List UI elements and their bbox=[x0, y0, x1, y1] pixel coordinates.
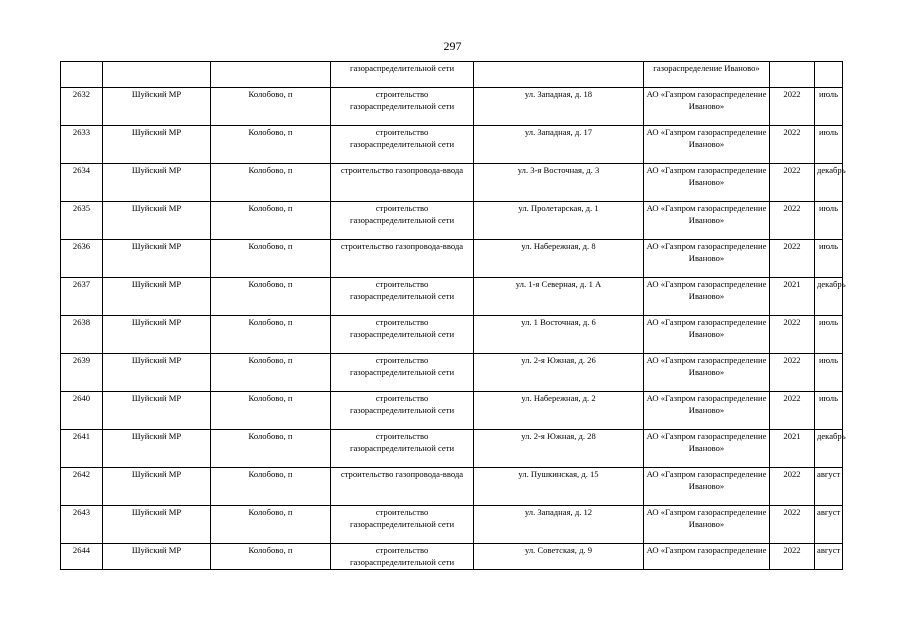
cell-district: Шуйский МР bbox=[103, 316, 211, 354]
cell-locality: Колобово, п bbox=[211, 202, 331, 240]
cell-month: июль bbox=[815, 240, 843, 278]
cell-num: 2641 bbox=[61, 430, 103, 468]
cell-year: 2022 bbox=[770, 126, 815, 164]
cell-locality: Колобово, п bbox=[211, 544, 331, 570]
cell-year: 2022 bbox=[770, 392, 815, 430]
cell-work: строительство газораспределительной сети bbox=[331, 430, 474, 468]
cell-operator: АО «Газпром газораспределение Иваново» bbox=[644, 354, 770, 392]
table-row bbox=[61, 126, 843, 164]
cell-locality: Колобово, п bbox=[211, 354, 331, 392]
cell-operator: АО «Газпром газораспределение Иваново» bbox=[644, 278, 770, 316]
cell-operator: АО «Газпром газораспределение Иваново» bbox=[644, 430, 770, 468]
cell-year: 2022 bbox=[770, 164, 815, 202]
table-row bbox=[61, 316, 843, 354]
gasification-table bbox=[60, 61, 846, 570]
cell-address: ул. 1-я Северная, д. 1 А bbox=[474, 278, 644, 316]
cell-address: ул. Западная, д. 18 bbox=[474, 88, 644, 126]
cell-month: июль bbox=[815, 126, 843, 164]
cell-year: 2022 bbox=[770, 506, 815, 544]
cell-month: август bbox=[815, 468, 843, 506]
cell-work: строительство газораспределительной сети bbox=[331, 506, 474, 544]
cell-num: 2639 bbox=[61, 354, 103, 392]
cell-address: ул. Западная, д. 12 bbox=[474, 506, 644, 544]
cell-month: июль bbox=[815, 354, 843, 392]
cell-locality: Колобово, п bbox=[211, 278, 331, 316]
cell-district: Шуйский МР bbox=[103, 240, 211, 278]
cell-operator: АО «Газпром газораспределение Иваново» bbox=[644, 468, 770, 506]
cell-operator: АО «Газпром газораспределение Иваново» bbox=[644, 164, 770, 202]
cell-address: ул. 2-я Южная, д. 26 bbox=[474, 354, 644, 392]
cell-num bbox=[61, 62, 103, 88]
cell-operator: АО «Газпром газораспределение Иваново» bbox=[644, 240, 770, 278]
cell-month: август bbox=[815, 544, 843, 570]
cell-month: июль bbox=[815, 316, 843, 354]
cell-work: газораспределительной сети bbox=[331, 62, 474, 88]
table-row-last bbox=[61, 544, 843, 570]
cell-num: 2642 bbox=[61, 468, 103, 506]
cell-year: 2022 bbox=[770, 354, 815, 392]
cell-work: строительство газопровода-ввода bbox=[331, 164, 474, 202]
cell-year: 2021 bbox=[770, 430, 815, 468]
cell-district bbox=[103, 62, 211, 88]
cell-work: строительство газораспределительной сети bbox=[331, 544, 474, 570]
table-row bbox=[61, 392, 843, 430]
cell-locality: Колобово, п bbox=[211, 468, 331, 506]
cell-month bbox=[815, 62, 843, 88]
cell-district: Шуйский МР bbox=[103, 392, 211, 430]
cell-month: июль bbox=[815, 88, 843, 126]
cell-address bbox=[474, 62, 644, 88]
cell-year: 2022 bbox=[770, 202, 815, 240]
cell-month: декабрь bbox=[815, 278, 843, 316]
cell-operator: АО «Газпром газораспределение Иваново» bbox=[644, 316, 770, 354]
cell-locality bbox=[211, 62, 331, 88]
cell-month: декабрь bbox=[815, 430, 843, 468]
cell-num: 2633 bbox=[61, 126, 103, 164]
table-row bbox=[61, 468, 843, 506]
cell-year bbox=[770, 62, 815, 88]
cell-address: ул. Набережная, д. 2 bbox=[474, 392, 644, 430]
cell-num: 2632 bbox=[61, 88, 103, 126]
cell-operator: АО «Газпром газораспределение Иваново» bbox=[644, 506, 770, 544]
table-row-continuation bbox=[61, 62, 843, 88]
cell-year: 2022 bbox=[770, 468, 815, 506]
cell-district: Шуйский МР bbox=[103, 164, 211, 202]
cell-locality: Колобово, п bbox=[211, 316, 331, 354]
table-row bbox=[61, 240, 843, 278]
cell-work: строительство газораспределительной сети bbox=[331, 354, 474, 392]
cell-year: 2022 bbox=[770, 240, 815, 278]
cell-num: 2643 bbox=[61, 506, 103, 544]
cell-month: август bbox=[815, 506, 843, 544]
cell-address: ул. Набережная, д. 8 bbox=[474, 240, 644, 278]
cell-operator: АО «Газпром газораспределение Иваново» bbox=[644, 392, 770, 430]
cell-num: 2638 bbox=[61, 316, 103, 354]
cell-address: ул. Пушкинская, д. 15 bbox=[474, 468, 644, 506]
cell-address: ул. Западная, д. 17 bbox=[474, 126, 644, 164]
cell-locality: Колобово, п bbox=[211, 392, 331, 430]
cell-district: Шуйский МР bbox=[103, 544, 211, 570]
cell-work: строительство газораспределительной сети bbox=[331, 278, 474, 316]
cell-month: июль bbox=[815, 202, 843, 240]
cell-district: Шуйский МР bbox=[103, 126, 211, 164]
table-row bbox=[61, 354, 843, 392]
cell-district: Шуйский МР bbox=[103, 278, 211, 316]
cell-operator: АО «Газпром газораспределение Иваново» bbox=[644, 202, 770, 240]
cell-work: строительство газопровода-ввода bbox=[331, 240, 474, 278]
cell-year: 2022 bbox=[770, 316, 815, 354]
cell-num: 2637 bbox=[61, 278, 103, 316]
cell-district: Шуйский МР bbox=[103, 430, 211, 468]
cell-operator: АО «Газпром газораспределение Иваново» bbox=[644, 88, 770, 126]
table-row bbox=[61, 202, 843, 240]
cell-work: строительство газораспределительной сети bbox=[331, 202, 474, 240]
cell-address: ул. 3-я Восточная, д. 3 bbox=[474, 164, 644, 202]
table-row bbox=[61, 278, 843, 316]
cell-num: 2636 bbox=[61, 240, 103, 278]
cell-district: Шуйский МР bbox=[103, 88, 211, 126]
cell-work: строительство газораспределительной сети bbox=[331, 126, 474, 164]
cell-address: ул. 2-я Южная, д. 28 bbox=[474, 430, 644, 468]
table-row bbox=[61, 164, 843, 202]
cell-locality: Колобово, п bbox=[211, 240, 331, 278]
cell-locality: Колобово, п bbox=[211, 506, 331, 544]
cell-work: строительство газораспределительной сети bbox=[331, 316, 474, 354]
table-row bbox=[61, 430, 843, 468]
cell-num: 2644 bbox=[61, 544, 103, 570]
page-number: 297 bbox=[443, 39, 462, 53]
cell-num: 2640 bbox=[61, 392, 103, 430]
cell-num: 2634 bbox=[61, 164, 103, 202]
cell-year: 2022 bbox=[770, 544, 815, 570]
cell-district: Шуйский МР bbox=[103, 354, 211, 392]
cell-address: ул. 1 Восточная, д. 6 bbox=[474, 316, 644, 354]
cell-year: 2022 bbox=[770, 88, 815, 126]
cell-month: июль bbox=[815, 392, 843, 430]
table-row bbox=[61, 88, 843, 126]
cell-month: декабрь bbox=[815, 164, 843, 202]
cell-work: строительство газораспределительной сети bbox=[331, 88, 474, 126]
cell-work: строительство газораспределительной сети bbox=[331, 392, 474, 430]
cell-locality: Колобово, п bbox=[211, 164, 331, 202]
cell-address: ул. Пролетарская, д. 1 bbox=[474, 202, 644, 240]
cell-address: ул. Советская, д. 9 bbox=[474, 544, 644, 570]
cell-locality: Колобово, п bbox=[211, 88, 331, 126]
cell-operator: газораспределение Иваново» bbox=[644, 62, 770, 88]
cell-district: Шуйский МР bbox=[103, 506, 211, 544]
table-row bbox=[61, 506, 843, 544]
cell-year: 2021 bbox=[770, 278, 815, 316]
cell-locality: Колобово, п bbox=[211, 430, 331, 468]
cell-district: Шуйский МР bbox=[103, 202, 211, 240]
cell-locality: Колобово, п bbox=[211, 126, 331, 164]
cell-district: Шуйский МР bbox=[103, 468, 211, 506]
cell-work: строительство газопровода-ввода bbox=[331, 468, 474, 506]
cell-num: 2635 bbox=[61, 202, 103, 240]
cell-operator: АО «Газпром газораспределение Иваново» bbox=[644, 126, 770, 164]
table-body bbox=[61, 62, 846, 570]
cell-operator: АО «Газпром газораспределение bbox=[644, 544, 770, 570]
